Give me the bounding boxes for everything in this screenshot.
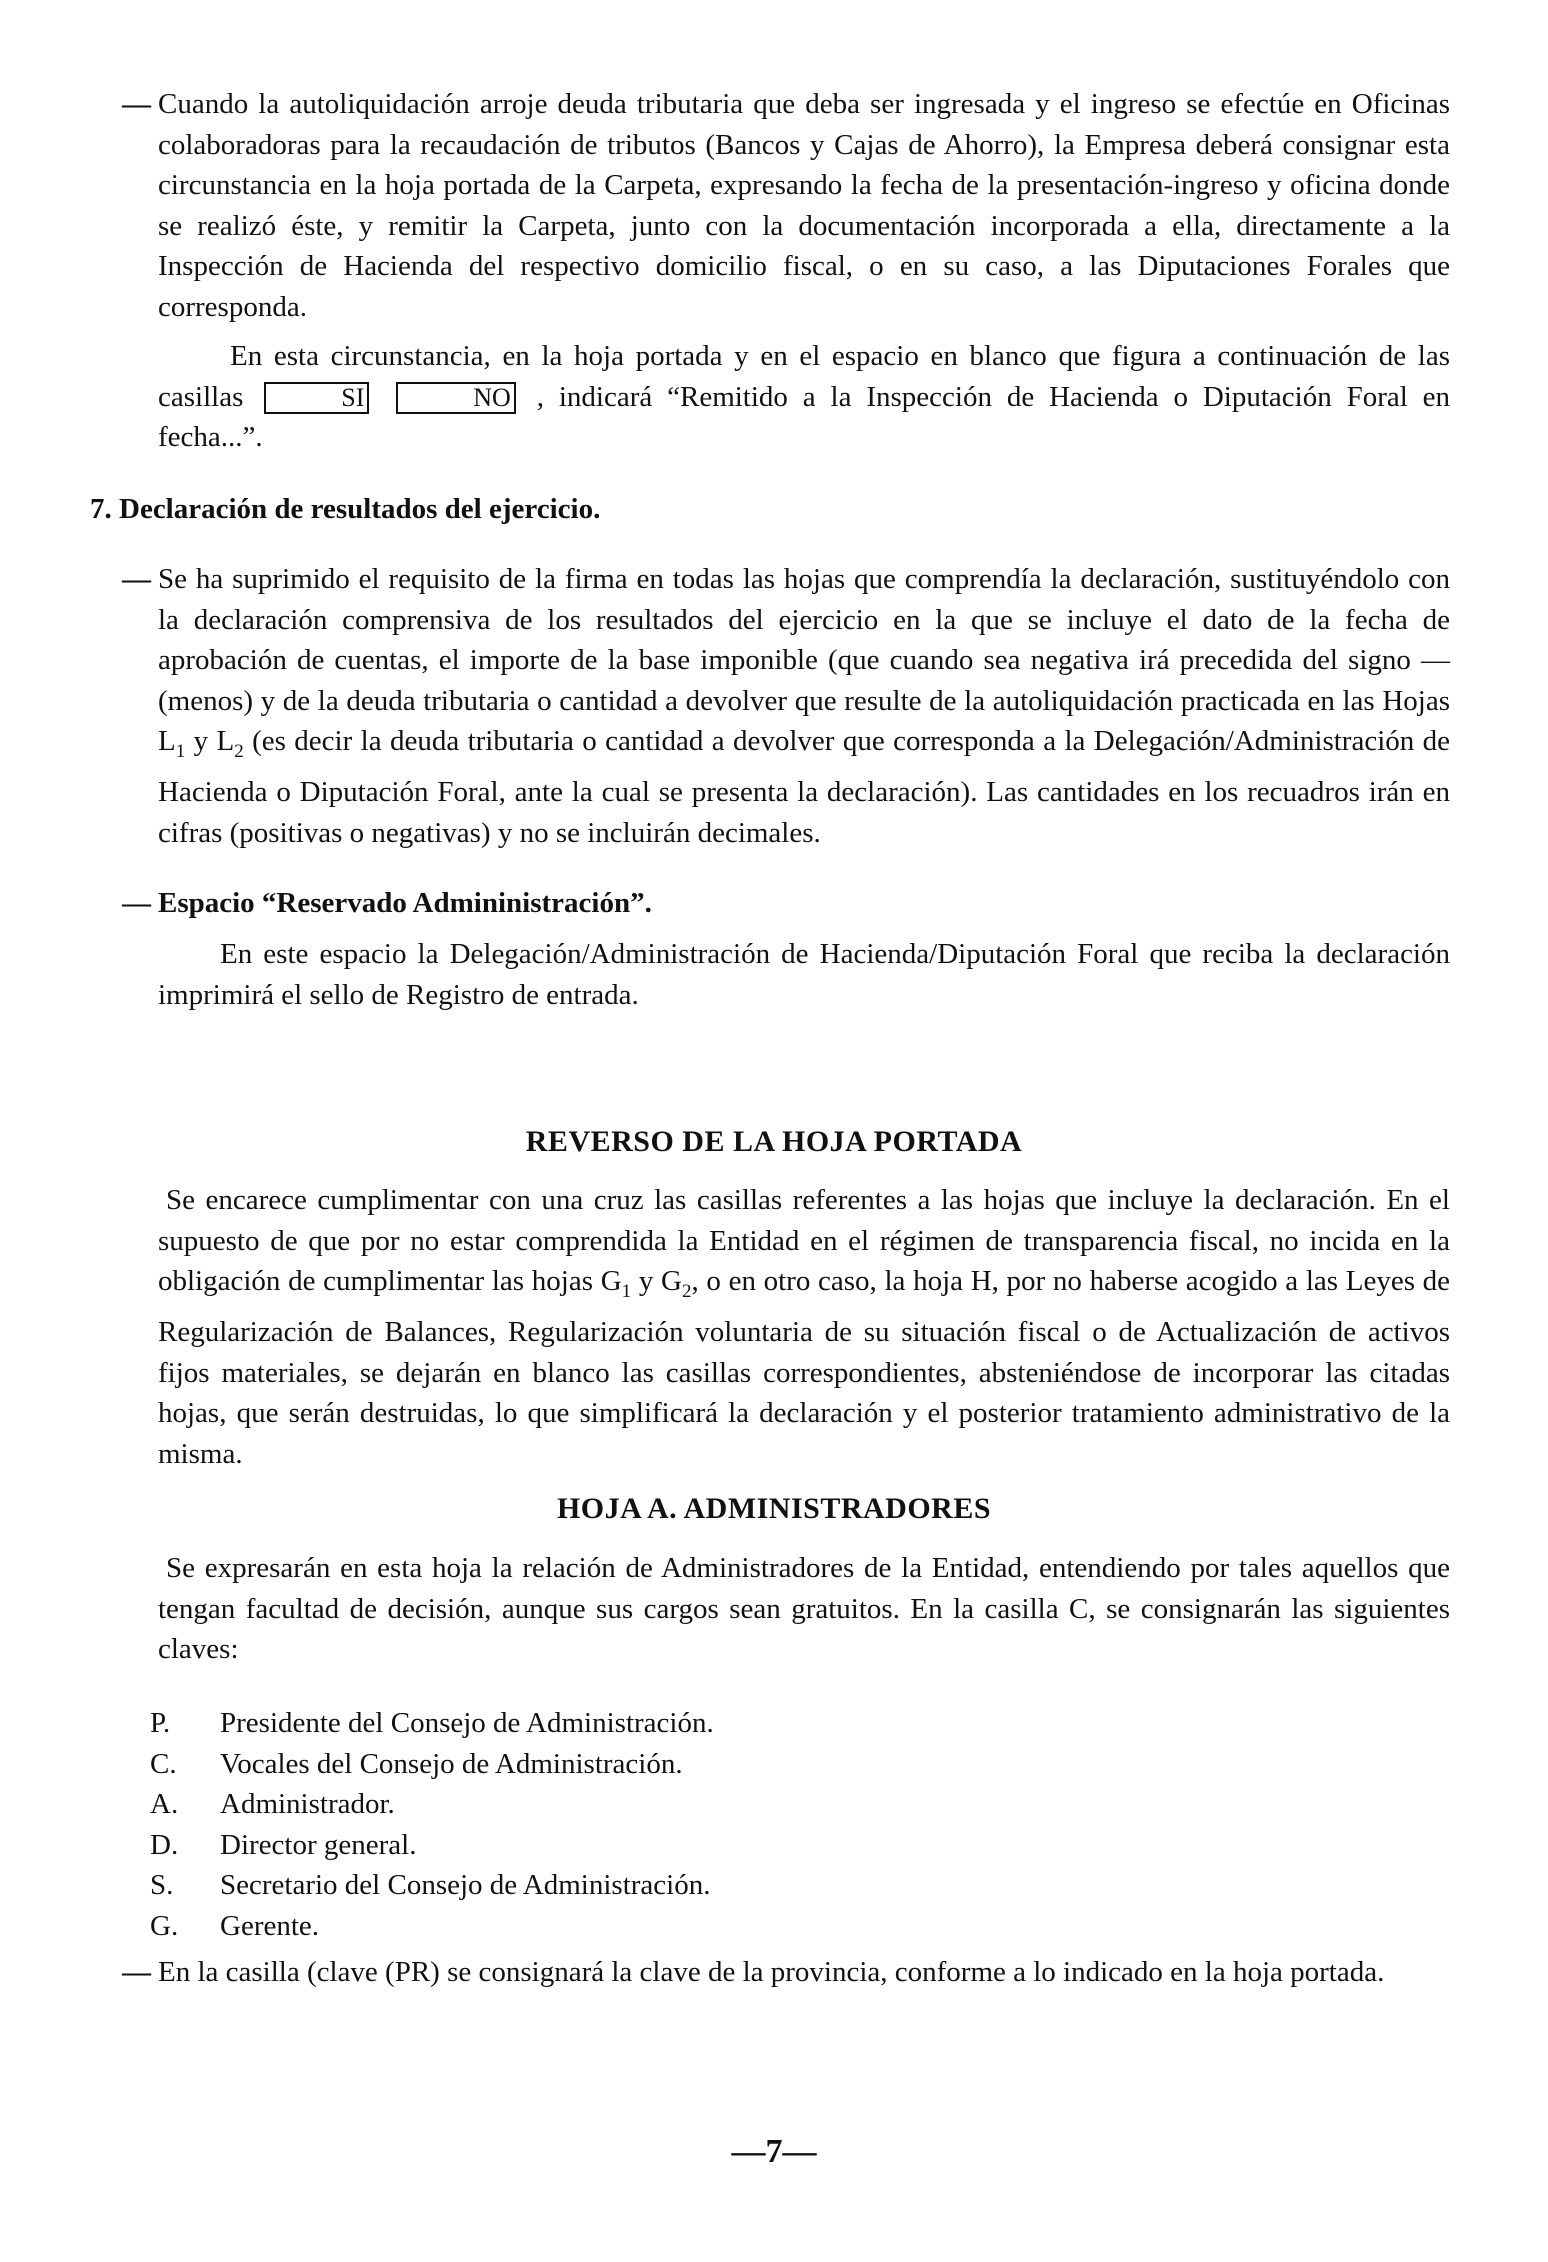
heading-hoja-a: HOJA A. ADMINISTRADORES xyxy=(556,1492,992,1525)
list-item: A. Administrador. xyxy=(150,1788,395,1820)
list-item: S. Secretario del Consejo de Administración. xyxy=(150,1869,711,1901)
heading-reverso: REVERSO DE LA HOJA PORTADA xyxy=(525,1125,1023,1158)
dash-bullet: — xyxy=(122,1956,151,1988)
paragraph-text: En esta circunstancia, en la hoja portada y en el espacio en blanco que figura a continuación de las casillas xyxy=(158,340,1450,413)
paragraph-carpeta-remision xyxy=(158,84,1450,327)
list-item: C. Vocales del Consejo de Administración. xyxy=(150,1747,683,1780)
dash-bullet: — xyxy=(122,563,151,595)
paragraph-text: En este espacio la Delegación/Administración de Hacienda/Diputación Foral que reciba la declaración imprimirá el sello de Registro de entrada. xyxy=(158,938,1450,1011)
paragraph-text: En la casilla (clave (PR) se consignará la clave de la provincia, conforme a lo indicado en la hoja portada. xyxy=(158,1956,1385,1988)
dash-bullet: — xyxy=(122,88,151,120)
checkbox-no: NO xyxy=(396,382,516,414)
paragraph-espacio-reservado xyxy=(158,934,1450,1015)
dash-bullet: — xyxy=(122,887,151,919)
paragraph-firma: Se ha suprimido el requisito de la firma en todas las hojas que comprendía la declaración, sustituyéndolo con la declaración comprensiva de los resultados del ejercicio en la que se incluye el dato de la fecha de aprobación de cuentas, el importe de la base imponible (que cuando sea negativa irá precedida del signo — (menos) y de la deuda tributaria o cantidad a devolver que resulte de la autoliquidación practicada en las Hojas $L_1$ y $L_2$ (es decir la deuda tributaria o cantidad a devolver que corresponda a la Delegación/Administración de Hacienda o Diputación Foral, ante la cual se presenta la declaración). Las cantidades en los recuadros irán en cifras (positivas o negativas) y no se incluirán decimales. xyxy=(158,563,1451,849)
list-item: G. Gerente. xyxy=(150,1909,320,1942)
paragraph-hoja-a xyxy=(158,1548,1450,1670)
paragraph-text: , o en otro caso, la hoja H, por no haberse acogido a las Leyes de Regularización de Balances, Regularización voluntaria de su situación fiscal o de Actualización de activos fijos materiales, se dejarán en blanco las casillas correspondientes, absteniéndose de incorporar las citadas hojas, que serán destruidas, lo que simplificará la declaración y el posterior tratamiento administrativo de la misma. xyxy=(158,1265,1451,1470)
paragraph-casillas xyxy=(158,336,1450,458)
list-item: D. Director general. xyxy=(150,1828,417,1861)
page-number: —7— xyxy=(731,2133,817,2170)
espacio-reservado-title: Espacio “Reservado Admininistración”. xyxy=(158,887,652,919)
paragraph-reverso: Se encarece cumplimentar con una cruz las casillas referentes a las hojas que incluye la declaración. En el supuesto de que por no estar comprendida la Entidad en el régimen de transparencia fiscal, no incida en la obligación de cumplimentar las hojas $G_1$ y $G_2$, o en otro caso, la hoja H, por no haberse acogido a las Leyes de Regularización de Balances, Regularización voluntaria de su situación fiscal o de Actualización de activos fijos materiales, se dejarán en blanco las casillas correspondientes, absteniéndose de incorporar las citadas hojas, que serán destruidas, lo que simplificará la declaración y el posterior tratamiento administrativo de la misma. xyxy=(158,1184,1451,1470)
hoja-l2: $L_2$ xyxy=(216,725,244,762)
paragraph-text: , indicará “Remitido a la Inspección de Hacienda o Diputación Foral en fecha...”. xyxy=(158,380,1451,453)
hoja-g2: $G_2$ xyxy=(661,1265,692,1302)
list-item: P. Presidente del Consejo de Administración. xyxy=(150,1707,714,1739)
claves-list xyxy=(150,1703,714,1946)
hoja-l1: $L_1$ xyxy=(158,725,186,762)
paragraph-text: Se expresarán en esta hoja la relación de Administradores de la Entidad, entendiendo por tales aquellos que tengan facultad de decisión, aunque sus cargos sean gratuitos. En la casilla C, se consignarán las siguientes claves: xyxy=(158,1552,1450,1665)
paragraph-text: Cuando la autoliquidación arroje deuda tributaria que deba ser ingresada y el ingreso se efectúe en Oficinas colaboradoras para la recaudación de tributos (Bancos y Cajas de Ahorro), la Empresa deberá consignar esta circunstancia en la hoja portada de la Carpeta, expresando la fecha de la presentación-ingreso y oficina donde se realizó éste, y remitir la Carpeta, junto con la documentación incorporada a ella, directamente a la Inspección de Hacienda del respectivo domicilio fiscal, o en su caso, a las Diputaciones Forales que corresponda. xyxy=(158,88,1450,323)
paragraph-text: (es decir la deuda tributaria o cantidad a devolver que corresponda a la Delegación/Administración de Hacienda o Diputación Foral, ante la cual se presenta la declaración). Las cantidades en los recuadros irán en cifras (positivas o negativas) y no se incluirán decimales. xyxy=(158,725,1451,849)
checkbox-si: SI xyxy=(264,382,369,414)
section-title-7: 7. Declaración de resultados del ejercicio. xyxy=(90,493,601,525)
hoja-g1: $G_1$ xyxy=(600,1265,632,1302)
paragraph-clave-provincia xyxy=(158,1952,1450,1993)
paragraph-text: Se ha suprimido el requisito de la firma en todas las hojas que comprendía la declaración, sustituyéndolo con la declaración comprensiva de los resultados del ejercicio en la que se incluye el dato de la fecha de aprobación de cuentas, el importe de la base imponible (que cuando sea negativa irá precedida del signo — (menos) y de la deuda tributaria o cantidad a devolver que resulte de la autoliquidación practicada en las Hojas xyxy=(158,563,1450,717)
paragraph-text: Se encarece cumplimentar con una cruz las casillas referentes a las hojas que incluye la declaración. En el supuesto de que por no estar comprendida la Entidad en el régimen de transparencia fiscal, no incida en la obligación de cumplimentar las hojas xyxy=(158,1184,1450,1297)
